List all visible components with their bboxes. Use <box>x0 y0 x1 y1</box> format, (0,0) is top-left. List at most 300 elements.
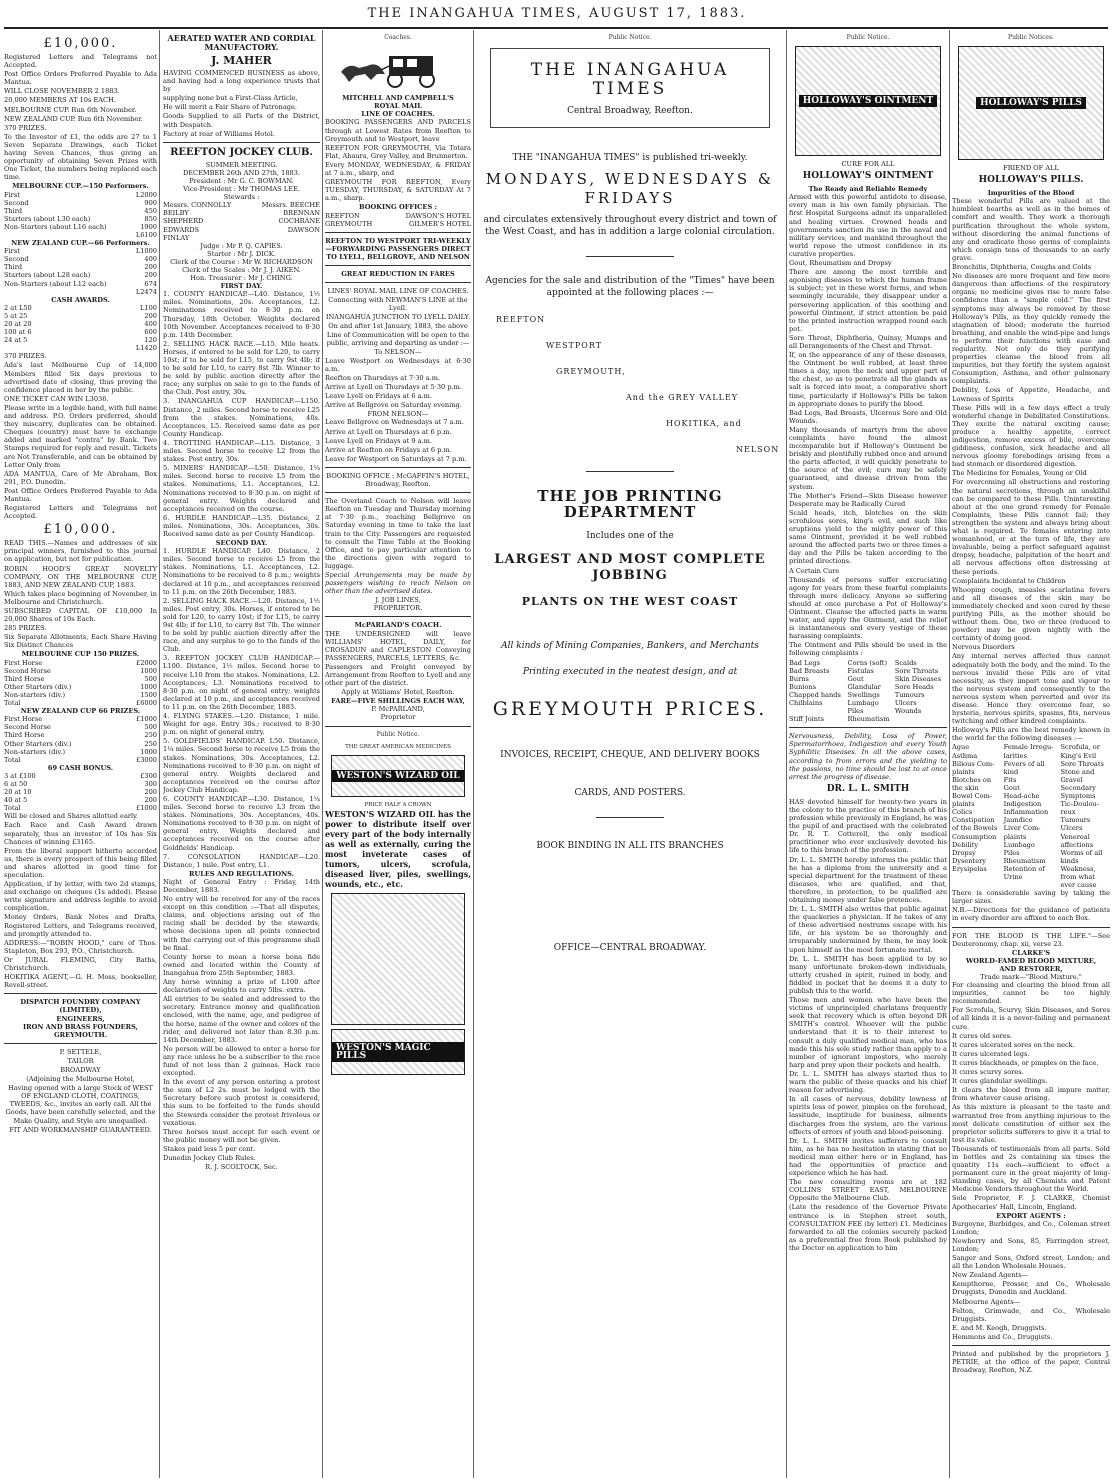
table-cell: Ulcers <box>894 699 917 707</box>
table-cell: Venereal <box>1060 832 1090 841</box>
prize-row <box>4 748 157 756</box>
prize-row <box>4 336 157 344</box>
table-cell: L100 <box>140 303 157 312</box>
table-cell: REEFTON <box>325 211 360 220</box>
table-cell: affections <box>1060 840 1094 849</box>
nervousness-notice: Nervousness, Debility, Loss of Power, Spermatorrhoea, Indigestion and every Youth Syphilitic Diseases. In all the above cases, according to from errors and the yielding to the passions, no time should be lost to at once arrest the progress of disease. <box>789 732 947 781</box>
table-cell <box>4 231 131 239</box>
column-divider <box>159 30 160 1478</box>
prize-row <box>4 667 157 675</box>
pills-paragraph: These Pills will in a few days effect a truly wonderful change in Debilitated Constitutions. They excite the natural exciting cause; produce a healthy appetite, correct indigestion, remove excess of bile, overcome giddiness, confusion, sick headache and all nervous gloomy forebodings arising from a bad stomach or disordered digestion. <box>952 403 1110 469</box>
disease-row <box>952 824 1110 832</box>
table-cell: plaints <box>1003 832 1027 841</box>
ointment-paragraph: There are among the most terrible and agonising diseases to which the human frame is subject; yet in these worst forms, and when seemingly incurable, they disappear under a persevering application of this soothing and powerful Ointment, if strict attention be paid to the printed instruction wrapped round each pot. <box>789 268 947 333</box>
race-entry: 1. COUNTY HANDICAP.—L40. Distance, 1½ miles. Nominations, 20s. Acceptances, L2. Nominations received to 8·30 p.m. on Thursday, 18th October. Weights declared 10th November. Acceptances received to 8·30 p.m. 14th December. <box>163 290 320 339</box>
prize-row <box>4 207 157 215</box>
table-cell <box>1004 881 1061 889</box>
public-notice-label: Public Notice. <box>376 730 420 738</box>
table-cell: Non-Starters (about L16 each) <box>4 222 107 231</box>
agency-place: GREYMOUTH, <box>556 367 626 377</box>
blood-mixture-paragraph: It cures blackheads, or pimples on the face. <box>952 1058 1099 1067</box>
wizard-oil-text: WESTON'S WIZARD OIL has the power to distribute itself over every part of the body internally as well as externally, curing the most inveterate cases of tumors, ulcers, scrofula, diseased liver, piles, swellings, wounds, etc., etc. <box>325 808 471 889</box>
official-line: Clerk of the Course : Mr W. RICHARDSON <box>170 257 313 266</box>
column-6 <box>952 34 1110 1375</box>
table-cell: ever cause <box>1060 881 1097 890</box>
lottery-paragraph: Please write in a legible hand, with full name and address. P.O. Orders preferred, should they miscarry, duplicates can be obtained. Cheques (country) must have to exchange added and marked "contra" by Bank. Two Stamps required for reply and result. Tickets are Not Transferable, and can be obtained by Letter Only from <box>4 403 157 469</box>
agency-place: REEFTON <box>496 315 546 325</box>
table-cell: Scalds <box>894 658 917 667</box>
prize-row <box>4 659 157 667</box>
blood-mixture-paragraph: For Scrofula, Scurvy, Skin Diseases, and Sores of all kinds it is a never-failing and permanent cure. <box>952 1006 1110 1031</box>
coach-paragraph: GREYMOUTH FOR REEFTON, Every TUESDAY, THURSDAY, & SATURDAY At 7 a.m., sharp. <box>325 178 471 203</box>
table-cell: Fevers of all <box>1003 759 1045 768</box>
ointment-paragraph: If, on the appearance of any of these diseases, the Ointment be well rubbed, at least three times a day, upon the neck and upper part of the chest, so as to penetrate all the glands as salt is forced into meat, a comparative short time, particularly if Holloway's Pills be taken in appropriate doses to purify the blood. <box>789 351 947 408</box>
export-agent: Sanger and Sons, Oxford street, London; and all the London Wholesale Houses. <box>952 1254 1110 1271</box>
blood-mixture: WORLD-FAMED BLOOD MIXTURE, <box>965 956 1097 965</box>
rules-heading: RULES AND REGULATIONS. <box>189 869 294 878</box>
table-cell: plaints <box>952 800 975 809</box>
table-cell: Consumption <box>952 832 997 841</box>
lines-paragraph: INANGAHUA JUNCTION TO LYELL DAILY. <box>325 313 471 322</box>
table-cell: Non-starters (div.) <box>4 690 66 699</box>
robin-hood-melb-table <box>4 659 157 708</box>
tailor-line: P. SETTELE, <box>59 1047 102 1056</box>
blood-mixture-paragraph: It cures glandular swellings. <box>952 1077 1048 1086</box>
dr-smith-heading: DR. L. L. SMITH <box>826 783 910 794</box>
mcparland-notice: THE UNDERSIGNED will leave WILLIAMS' HOTEL, DAILY, for CROSADUN and CAPLESTON Conveying PASSENGERS, PARCELS, LETTERS, &c. <box>325 629 471 662</box>
table-cell: kind <box>1003 767 1019 776</box>
second-day-heading: SECOND DAY. <box>215 539 268 548</box>
lottery-paragraph: Registered Letters and Telegrams not Accepted. <box>4 53 157 70</box>
table-cell: Piles <box>1003 848 1020 857</box>
table-cell: Colics <box>952 808 973 817</box>
table-cell <box>789 707 848 715</box>
agency-place: HOKITIKA, and <box>666 419 742 429</box>
table-cell: GILMER'S HOTEL <box>409 219 471 228</box>
coach-line-title: ROYAL MAIL <box>374 102 422 111</box>
smith-paragraph: HAS devoted himself for twenty-two years in the colony to the practice of this branch of his profession while previously in England, he was the pupil of and practised with the celebrated Dr. R. T. Cotterell, the only medical practitioner who ever exclusively devoted his life to this branch of the profession. <box>789 797 947 855</box>
magic-pills-logo: WESTON'S MAGIC PILLS <box>331 1029 465 1075</box>
prize-row <box>4 691 157 699</box>
secretary-signature: R. J. SCOLTOCK, Sec. <box>205 1163 278 1172</box>
prize-row <box>4 723 157 731</box>
timetable-line: Arrive at Bellgrove on Saturday evening. <box>325 401 462 410</box>
pills-paragraph: Any internal nerves affected thus cannot adequately both the body, and the mind. To the nervous invalid these Pills are of vital necessity, as they impart tone and vigour to the nervous system and consequently to the nervous system when perverted and over its disease. Hence they overcome fear, so hysteria, nervous spirits, spasms, fits, nervous twitching and other kindred complaints. <box>952 652 1110 726</box>
table-cell: Tic-Doulou- <box>1060 800 1100 809</box>
circulation: and circulates extensively throughout every district and town of the West Coast, and has in addition a large colonial circulation. <box>483 215 777 238</box>
timetable-line: Leave Lyell on Fridays at 6 a.m. <box>325 392 432 401</box>
table-cell: Indigestion <box>1003 800 1042 809</box>
table-cell: Starters (about L28 each) <box>4 271 91 280</box>
section-label: Public Notice. <box>608 34 652 41</box>
table-cell: First Horse <box>4 658 43 667</box>
disease-row <box>952 743 1110 751</box>
tailor-line: FIT AND WORKMANSHIP GUARANTEED. <box>9 1125 152 1134</box>
prize-row <box>4 796 157 804</box>
lottery-paragraph: ADA MANTUA, Care of Mr Abraham, Box 291, P.O. Dunedin. <box>4 469 157 486</box>
timetable-line: Reefton on Thursdays at 7·30 a.m. <box>325 374 441 382</box>
lottery-paragraph: ONE TICKET CAN WIN L3036. <box>4 394 109 403</box>
maher-paragraph: Goods Supplied to all Parts of the District, with Despatch. <box>163 112 320 129</box>
prize-row <box>4 780 157 788</box>
table-cell: kinds <box>1060 856 1079 865</box>
prize-row <box>4 756 157 764</box>
column-divider <box>786 30 787 1478</box>
race-entry: 3. INANGAHUA CUP HANDICAP.—L150. Distance, 2 miles. Second horse to receive L25 from the stakes. Nominations, 40s. Acceptances, L5. Received same date as per County Handicap. <box>163 397 320 438</box>
disease-row <box>952 808 1110 816</box>
nb-note: N.B.—Directions for the guidance of patients in every disorder are affixed to each Box. <box>952 906 1110 923</box>
official-line: Clerk of the Scales : Mr J. J. AIKEN. <box>182 265 301 274</box>
ointment-paragraph: Gout, Rheumatism and Dropsy <box>789 259 892 268</box>
export-agent: Newberry and Sons, 85, Farringdon street, London; <box>952 1236 1110 1253</box>
table-cell: Corns (soft) <box>847 658 888 667</box>
agency-place: NELSON <box>736 445 780 455</box>
prize-row <box>4 288 157 296</box>
table-cell: Chilblains <box>789 699 823 707</box>
maher-paragraph: He will merit a Fair Share of Patronage. <box>163 103 298 112</box>
timetable-line: Leave Lyell on Fridays at 9 a.m. <box>325 436 432 445</box>
proprietor-line: PROPRIETOR. <box>373 604 423 613</box>
table-cell: Sore Throats <box>894 666 939 675</box>
blood-mixture-paragraph: For cleansing and clearing the blood from all impurities, cannot be too highly recommended. <box>952 981 1110 1006</box>
includes: Includes one of the <box>586 531 674 542</box>
prize-row <box>4 344 157 352</box>
table-cell: Second <box>4 198 29 207</box>
table-cell: Wounds <box>894 707 922 716</box>
column-5 <box>789 34 947 1253</box>
table-cell: Sore Throats <box>1060 759 1104 768</box>
table-cell: £3000 <box>136 755 157 764</box>
prize-row <box>4 772 157 780</box>
timetable-line: Leave Westport on Wednesdays at 6·30 a.m. <box>325 356 471 373</box>
pills-subhead: Impurities of the Blood <box>987 189 1075 198</box>
ointment-logo: HOLLOWAY'S OINTMENT <box>795 46 941 156</box>
job-printing-heading: THE JOB PRINTING DEPARTMENT <box>537 487 723 522</box>
table-cell <box>895 715 947 723</box>
table-cell: Non-Starters (about L12 each) <box>4 279 107 288</box>
weston-engraving <box>331 893 465 1025</box>
ointment-paragraph: Sore Throat, Diphtheria, Quinsy, Mumps and all Derangements of the Chest and Throat. <box>789 333 947 350</box>
coach-paragraph: BOOKING PASSENGERS AND PARCELS through at Lowest Rates from Reefton to Greymouth and to Westport, leave <box>325 118 471 143</box>
smith-paragraph: Those men and women who have been the victims of unprincipled charlatans frequently seek that recovery which is often beyond DR SMITH's control. Whoever will the public understand that it is to their interest to consult a duly qualified medical man, who has made this his sole study rather than apply to a number of ignorant impostors, who merely harp and prey upon their pockets and health. <box>789 996 947 1069</box>
robin-hood-paragraph: Six Separate Allotments, Each Share Having Six Distinct Chances <box>4 633 157 650</box>
table-cell: £2000 <box>136 658 157 667</box>
table-cell: 400 <box>144 320 157 328</box>
weston-top: THE GREAT AMERICAN MEDICINES <box>345 743 451 750</box>
steward-row <box>163 217 320 225</box>
table-cell: Third Horse <box>4 731 45 740</box>
prize-row <box>4 215 157 223</box>
table-cell <box>4 288 131 296</box>
aerated-water-heading: AERATED WATER AND CORDIAL MANUFACTORY. <box>167 34 316 52</box>
trade-mark: Trade mark—"Blood Mixture." <box>980 973 1082 981</box>
column-1 <box>4 34 157 1135</box>
prize-row <box>4 312 157 320</box>
published-line: THE "INANGAHUA TIMES" is published tri-weekly. <box>512 153 748 164</box>
first-day-heading: FIRST DAY. <box>220 282 263 291</box>
table-cell: 24 at 5 <box>4 336 28 345</box>
disease-row <box>952 816 1110 824</box>
robin-hood-paragraph: HOKITIKA AGENT,—G. H. Moss, bookseller, Revell-street. <box>4 973 157 990</box>
lottery-paragraph: To the Investor of £1, the odds are 27 to 1 Seven Separate Drawings, each Ticket having Seven Chances, thus giving an opportunity of obtaining Seven Prizes with One Ticket, the numbers being replaced each time. <box>4 132 157 182</box>
table-cell: Bilious Com- <box>952 759 995 768</box>
table-cell: Stiff Joints <box>789 715 825 724</box>
official-line: Judge : Mr P. Q. CAPIES. <box>200 241 283 250</box>
rule-paragraph: Three horses must accept for each event or the public money will not be given. <box>163 1127 320 1144</box>
smith-paragraph: The new consulting rooms are at 182 COLLINS STREET EAST, MELBOURNE Opposite the Melbourne Club. <box>789 1178 947 1203</box>
table-cell: 200 <box>144 796 157 805</box>
table-cell: 20 at 20 <box>4 320 32 328</box>
stewards-table <box>163 201 320 241</box>
table-cell: Bad Breasts <box>789 666 830 675</box>
table-cell: L1000 <box>135 247 157 256</box>
smith-paragraph: Dr. L. L. SMITH has always started thus to warn the public of these quacks and his chief reason for advertising. <box>789 1069 947 1095</box>
pills-paragraph: Bronchitis, Diphtheria, Coughs and Colds <box>952 263 1092 272</box>
table-cell: L6100 <box>135 230 157 239</box>
lines-paragraph: Connecting with NEWMAN'S LINE at the Lyell. <box>328 296 468 313</box>
rule-paragraph: Dunedin Jockey Club Rules. <box>163 1154 256 1162</box>
table-cell: 1000 <box>140 682 157 691</box>
jockey-club-line: President : Mr G. C. BOWMAN. <box>189 176 294 185</box>
table-cell: 200 <box>144 788 157 797</box>
prize-row <box>4 740 157 748</box>
ointment-subhead: The Ready and Reliable Remedy <box>808 185 928 194</box>
rule-paragraph: Stakes paid less 5 per cent. <box>163 1144 256 1153</box>
maher-paragraph: Factory at rear of Williams Hotel. <box>163 129 275 138</box>
cash-awards-table <box>4 304 157 353</box>
race-entry: 3. REEFTON JOCKEY CLUB HANDICAP.—L100. Distance, 1½ miles. Second horse to receive L10 from the stakes. Nominations, L2. Acceptances, L3. Nominations received to 8·30 p.m. on night of general entry; weights declared at 10 p.m., and acceptances received to 11 p.m. on the 26th December, 1883. <box>163 654 320 711</box>
maher-paragraph: supplying none but a First-Class Article, <box>163 94 298 103</box>
table-cell: King's Evil <box>1060 751 1097 760</box>
table-cell: Retention of <box>1003 864 1045 873</box>
table-cell: Worms of all <box>1060 848 1103 857</box>
table-cell: Debility <box>952 840 979 849</box>
ailment-row <box>789 691 947 699</box>
table-cell: 200 <box>144 263 157 272</box>
export-agent: Kempthorne, Prosser, and Co., Wholesale Druggists, Dunedin and Auckland. <box>952 1280 1110 1297</box>
column-4 <box>476 34 784 958</box>
coach-paragraph: Every MONDAY, WEDNESDAY, & FRIDAY at 7 a.m., sharp, and <box>325 160 471 178</box>
table-cell: Dysentery <box>952 856 986 865</box>
table-cell: 250 <box>144 731 157 740</box>
restorer: AND RESTORER, <box>999 964 1063 973</box>
table-cell: Third <box>4 263 23 272</box>
robin-hood-nz-table <box>4 715 157 764</box>
export-agent: Felton, Grimwade, and Co., Wholesale Druggists. <box>952 1306 1110 1323</box>
tailor-line: TAILOR <box>67 1056 94 1065</box>
robin-hood-nz-heading: NEW ZEALAND CUP 66 PRIZES. <box>20 707 141 716</box>
disease-row <box>952 857 1110 865</box>
export-agent: Burgoyne, Burbidges, and Co., Coleman street London; <box>952 1219 1110 1236</box>
ointment-paragraph: Thousands of persons suffer excruciating agony for years from these fearful complaints through mere delicacy. Anyone so suffering should at once purchase a Pot of Holloway's Ointment. Cleanse the affected parts in warm water, and apply the Ointment, and the relief is instantaneous and every vestige of these harassing complaints. <box>789 575 947 641</box>
booking-offices-heading: BOOKING OFFICES : <box>359 203 437 212</box>
robin-hood-paragraph: Will be closed and Shares allotted early. <box>4 812 139 821</box>
disease-row <box>952 760 1110 768</box>
table-cell: 674 <box>144 279 157 288</box>
table-cell: Bunions <box>789 682 817 691</box>
official-line: Starter : Mr J. DICK. <box>207 249 276 258</box>
ailment-row <box>789 699 947 707</box>
race-entry: 5. MINERS' HANDICAP.—L50. Distance, 1¼ miles. Second horse to receive L5 from the stakes. Nominations, L1. Acceptances, L2. Nominations received to 8·30 p.m. on night of general entry. Weights declared and acceptances received on the course. <box>163 464 320 513</box>
table-cell: Inflammation <box>1003 808 1049 817</box>
ailment-row <box>789 659 947 667</box>
section-label: Public Notice. <box>846 34 890 41</box>
table-cell: Liver Com- <box>1003 824 1041 833</box>
smith-paragraph: Dr. L. L. SMITH also writes that public against the quackeries a physician. If he takes of any of these advertised nostrums escape with his life, or his system be so thoroughly and irreparably undermined by them, he may look upon himself as the most fortunate mortal. <box>789 905 947 954</box>
tailor-line: Having opened with a large Stock of WEST OF ENGLAND CLOTH, COATINGS, TWEEDS, &c., invites an early call. All the Goods, have been carefully selected, and the Make Quality, and Style are unequalled. <box>5 1084 156 1125</box>
table-cell: Non-starters (div.) <box>4 747 66 756</box>
pills-paragraph: Debility, Loss of Appetite, Headache, and Lowness of Spirits <box>952 386 1110 403</box>
prize-row <box>4 683 157 691</box>
robin-hood-paragraph: 285 PRIZES. <box>4 624 47 633</box>
rule-paragraph: No entry will be received for any of the races except on this condition :—That all disputes, claims, and objections arising out of the racing shall be decided by the stewards, whose decisions upon all points connected with the carrying out of this programme shall be final. <box>163 895 320 952</box>
table-cell: 40 at 5 <box>4 796 28 805</box>
robin-hood-paragraph: READ THIS.—Names and addresses of six principal winners, furnished to this journal on application, but not for publication. <box>4 539 157 564</box>
robin-hood-melb-heading: MELBOURNE CUP 150 PRIZES. <box>21 650 140 659</box>
fare-reduction-heading: GREAT REDUCTION IN FARES <box>341 269 455 278</box>
table-cell: GREYMOUTH <box>325 219 373 228</box>
column-2 <box>163 34 320 1171</box>
table-cell: Gout <box>1003 783 1020 792</box>
printing-executed: Printing executed in the neatest design, and at <box>522 667 738 678</box>
table-cell: Total <box>4 804 21 813</box>
clarke-name: CLARKE'S <box>1011 948 1051 957</box>
prize-row <box>4 804 157 812</box>
table-cell: £1000 <box>136 715 157 724</box>
ailments-table <box>789 659 947 724</box>
jockey-club-line: DECEMBER 26th AND 27th, 1883. <box>182 168 301 177</box>
export-agent: Hemmons and Co., Druggists. <box>952 1332 1053 1341</box>
foundry-line: ENGINEERS, <box>56 1014 105 1023</box>
disease-row <box>952 776 1110 784</box>
lottery-paragraph: 370 PRIZES. <box>4 123 47 132</box>
lottery-paragraph: Registered Letters and Telegrams not Accepted. <box>4 504 157 521</box>
prize-row <box>4 304 157 312</box>
booking-office: BOOKING OFFICE : McGAFFIN'S HOTEL, Broadway, Reefton. <box>326 471 470 489</box>
masthead-title: THE INANGAHUA TIMES, AUGUST 17, 1883. <box>367 6 747 21</box>
coach-line-title: LINE OF COACHES. <box>361 110 435 119</box>
melb-cup-heading: MELBOURNE CUP.—150 Performers. <box>12 182 149 191</box>
rule-paragraph: County horse to mean a horse bona fide owned and located within the County of Inangahua from 25th September, 1883. <box>163 952 320 977</box>
table-cell: 1900 <box>140 222 157 231</box>
table-cell: £1000 <box>136 804 157 813</box>
table-cell: FINLAY <box>163 233 190 242</box>
table-cell: Secondary <box>1060 783 1096 792</box>
table-cell: 500 <box>144 674 157 683</box>
table-cell: 3 at £100 <box>4 771 36 780</box>
lottery-paragraph: MELBOURNE CUP. Run 6th November. <box>4 105 137 114</box>
table-cell: Lumbago <box>847 699 879 707</box>
export-agents-heading: EXPORT AGENTS : <box>996 1211 1066 1220</box>
official-line: Hon. Treasurer : Mr J. CHING. <box>190 274 293 283</box>
table-cell: Second Horse <box>4 723 51 732</box>
table-cell: Swellings <box>847 690 880 699</box>
blood-quote: FOR THE BLOOD IS THE LIFE."—See Deuteronomy, chap. xii, verse 23. <box>952 931 1110 948</box>
robin-hood-paragraph: From the liberal support hitherto accorded us, there is every prospect of this being filled and shares allotted in good time for speculation. <box>4 846 157 879</box>
lottery-paragraph: WILL CLOSE NOVEMBER 2 1883. <box>4 87 120 96</box>
steward-row <box>163 226 320 234</box>
table-cell: reux <box>1060 808 1076 817</box>
blood-mixture-paragraph: It cures ulcerated sores on the neck. <box>952 1040 1075 1049</box>
table-cell: 1000 <box>140 747 157 756</box>
table-cell: 500 <box>144 723 157 732</box>
tailor-line: (Adjoining the Melbourne Hotel, <box>26 1075 135 1084</box>
melb-cup-table <box>4 191 157 240</box>
ailment-row <box>789 683 947 691</box>
table-cell: Messrs. CONNOLLY <box>163 201 232 210</box>
table-cell: from what <box>1060 872 1095 881</box>
table-cell: the skin <box>952 783 979 792</box>
table-cell: Constipation <box>952 816 995 825</box>
saving-note: There is considerable saving by taking the larger sizes. <box>952 889 1110 906</box>
race-entry: 2. SELLING HACK RACE.—L20. Distance, 1½ miles. Post entry, 30s. Horses, if entered to be sold for L20, to carry 10st; if for L15, to carry 9st 4lb; if for L10, to carry 8st 7lb. The winner to be sold by public auction directly after the race, and any surplus to go to the funds of the Club. <box>163 596 320 654</box>
pills-logo: HOLLOWAY'S PILLS <box>958 46 1104 160</box>
table-cell: Jaundice <box>1003 816 1033 825</box>
disease-row <box>952 881 1110 889</box>
lottery-paragraph: Ada's last Melbourne Cup of 14,000 Members filled Six days previous to advertised date of closing, thus proving the confidence placed in her by the public. <box>4 361 157 394</box>
table-cell <box>952 873 1004 881</box>
table-cell: 120 <box>144 336 157 345</box>
agencies: Agencies for the sale and distribution of the "Times" have been appointed at the following places :— <box>485 276 775 299</box>
table-cell: Ulcers <box>1060 824 1083 833</box>
ointment-paragraph: The Ointment and Pills should be used in the following complaints : <box>789 641 947 658</box>
table-cell: EDWARDS <box>163 225 200 234</box>
pills-heading: HOLLOWAY'S PILLS. <box>978 175 1084 186</box>
table-cell: £300 <box>140 771 157 780</box>
table-cell: Burns <box>789 674 809 683</box>
table-cell: Second Horse <box>4 666 51 675</box>
mcparland-heading: McPARLAND'S COACH. <box>354 621 442 630</box>
table-cell: Stone and <box>1060 767 1095 776</box>
table-cell: Second <box>4 255 29 264</box>
proprietor-line: J. JOB LINES, <box>375 596 421 605</box>
export-agent: Melbourne Agents— <box>952 1297 1021 1306</box>
table-cell: L1420 <box>135 344 157 353</box>
prize-row <box>4 731 157 739</box>
robin-hood-paragraph: Or JURAL FLEMING, City Baths, Christchurch. <box>4 955 157 973</box>
table-cell: 200 <box>144 271 157 280</box>
pills-paragraph: The Medicine for Females, Young or Old <box>952 469 1087 478</box>
ointment-paragraph: Scald heads, itch, blotches on the skin scrofulous sores, king's evil, and such like eruptions yield to the mighty power of this same Ointment, provided it be well rubbed around the affected parts two or three times a day and the Pills be taken according to the printed directions. <box>789 508 947 566</box>
ointment-paragraph: A Certain Cure <box>789 566 840 575</box>
office-row <box>325 220 471 228</box>
table-cell: Blotches on <box>952 775 992 784</box>
cure-for-all: CURE FOR ALL <box>841 160 895 169</box>
mining-companies: All kinds of Mining Companies, Bankers, and Merchants <box>501 641 759 652</box>
book-binding: BOOK BINDING IN ALL ITS BRANCHES <box>536 841 724 852</box>
disease-row <box>952 784 1110 792</box>
prize-row <box>4 223 157 231</box>
table-cell: First Horse <box>4 715 43 724</box>
invoices: INVOICES, RECEIPT, CHEQUE, AND DELIVERY BOOKS <box>500 750 760 761</box>
table-cell: Other Starters (div.) <box>4 739 72 748</box>
timetable-line: Leave Bellgrove on Wednesdays at 7 a.m. <box>325 418 464 427</box>
maher-paragraph: HAVING COMMENCED BUSINESS as above, and having had a long experience trusts that by <box>163 69 320 94</box>
robin-hood-paragraph: ADDRESS:—"ROBIN HOOD," care of Thos. Stapleton, Box 293, P.O., Christchurch. <box>4 938 157 955</box>
ointment-paragraph: Armed with this powerful antidote to disease, every man is his own family physician. The first Hospital Surgeons admit its unparalleled and healing virtues. Crowned heads and governments sanction its use in the naval and military services, and mankind throughout the world repose the utmost confidence in its curative properties. <box>789 193 947 258</box>
office-address: OFFICE—CENTRAL BROADWAY. <box>553 943 707 954</box>
blood-mixture-paragraph: It cures scurvy sores. <box>952 1068 1024 1077</box>
blood-mixture-paragraph: Thousands of testimonials from all parts. Sold in bottles and 2s containing six times the quantity 11s each—sufficient to effect a permanent cure in the great majority of long-standing cases, by all Chemists and Patent Medicine Vendors throughout the World. <box>952 1144 1110 1194</box>
table-cell: Rheumatism <box>1003 856 1046 865</box>
rule-paragraph: All entries to be sealed and addressed to the secretary. Entrance money and qualification enclosed, with the name, age, and pedigree of the horse, name of the owner and colors of the rider, and delivered not later than 8.30 p.m. 14th December, 1883. <box>163 995 320 1044</box>
lottery-banner: £10,000. <box>43 36 118 51</box>
table-cell: Dropsy <box>952 848 976 857</box>
pills-paragraph: Complaints Incidental to Children <box>952 576 1066 585</box>
race-entry: 5. GOLDFIELDS' HANDICAP. L50. Distance, 1¼ miles. Second horse to receive L5 from the stakes. Nominations, 30s. Acceptances, L2. Nominations received to 8·30 p.m. on night of general entry. Weights declared and acceptances received on the course after Jockey Club Handicap. <box>163 737 320 794</box>
table-cell: L2474 <box>135 287 157 296</box>
disease-row <box>952 841 1110 849</box>
